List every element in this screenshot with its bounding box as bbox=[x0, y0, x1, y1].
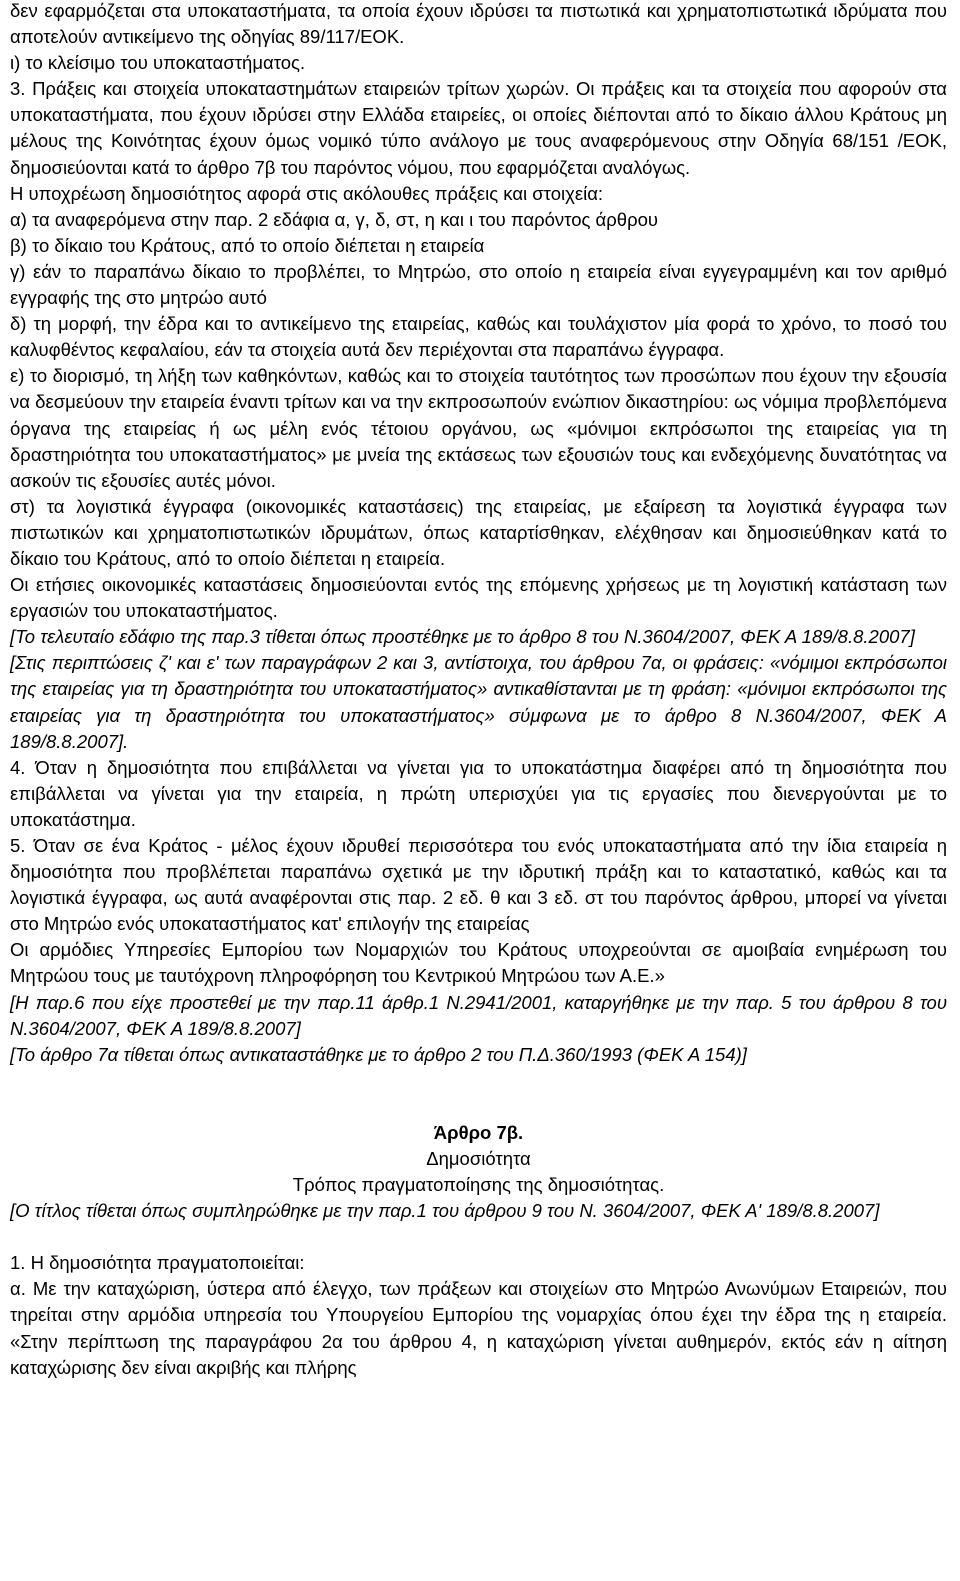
paragraph: στ) τα λογιστικά έγγραφα (οικονομικές καταστάσεις) της εταιρείας, με εξαίρεση τα λογιστικά έγγραφα των πιστωτικών και χρηματοπιστωτικών ιδρυμάτων, όπως καταρτίσθηκαν, ελέχθησαν και δημοσιεύθηκαν κατά το δίκαιο του Κράτους, από το οποίο διέπεται η εταιρεία. bbox=[10, 495, 947, 569]
paragraph: α) τα αναφερόμενα στην παρ. 2 εδάφια α, γ, δ, στ, η και ι του παρόντος άρθρου bbox=[10, 208, 658, 230]
paragraph: Οι αρμόδιες Υπηρεσίες Εμπορίου των Νομαρχιών του Κράτους υποχρεούνται σε αμοιβαία ενημέρωση του Μητρώου τους με ταυτόχρονη πληροφόρηση του Κεντρικού Μητρώου των Α.Ε.» bbox=[10, 939, 947, 987]
paragraph: Η υποχρέωση δημοσιότητος αφορά στις ακόλουθες πράξεις και στοιχεία: bbox=[10, 182, 604, 204]
paragraph: β) το δίκαιο του Κράτους, από το οποίο διέπεται η εταιρεία bbox=[10, 234, 485, 256]
paragraph: 1. Η δημοσιότητα πραγματοποιείται: bbox=[10, 1252, 305, 1274]
paragraph: Οι ετήσιες οικονομικές καταστάσεις δημοσιεύονται εντός της επόμενης χρήσεως με τη λογιστική κατάσταση των εργασιών του υποκαταστήματος. bbox=[10, 574, 947, 622]
amendment-note: [Το άρθρο 7α τίθεται όπως αντικαταστάθηκε με το άρθρο 2 του Π.Δ.360/1993 (ΦΕΚ Α 154)] bbox=[10, 1043, 747, 1065]
spacer bbox=[10, 1068, 947, 1120]
article-title: Άρθρο 7β. bbox=[433, 1121, 524, 1143]
amendment-note: [Η παρ.6 που είχε προστεθεί με την παρ.11 άρθρ.1 Ν.2941/2001, καταργήθηκε με την παρ. 5 του άρθρου 8 του Ν.3604/2007, ΦΕΚ Α 189/8.8.2007] bbox=[10, 991, 947, 1039]
paragraph: 5. Όταν σε ένα Κράτος - μέλος έχουν ιδρυθεί περισσότερα του ενός υποκαταστήματα από την ίδια εταιρεία η δημοσιότητα που προβλέπεται παραπάνω σχετικά με την ιδρυτική πράξη και το καταστατικό, καθώς και τα λογιστικά έγγραφα, ως αυτά αναφέρονται στις παρ. 2 εδ. θ και 3 εδ. στ του παρόντος άρθρου, μπορεί να γίνεται στο Μητρώο ενός υποκαταστήματος κατ' επιλογήν της εταιρείας bbox=[10, 835, 947, 935]
paragraph: α. Με την καταχώριση, ύστερα από έλεγχο, των πράξεων και στοιχείων στο Μητρώο Ανωνύμων Εταιρειών, που τηρείται στην αρμόδια υπηρεσία του Υπουργείου Εμπορίου της νομαρχίας όπου έχει την έδρα της η εταιρεία. «Στην περίπτωση της παραγράφου 2α του άρθρου 4, η καταχώριση γίνεται αυθημερόν, εκτός εάν η αίτηση καταχώρισης δεν είναι ακριβής και πλήρης bbox=[10, 1278, 947, 1378]
paragraph: 3. Πράξεις και στοιχεία υποκαταστημάτων εταιρειών τρίτων χωρών. Οι πράξεις και τα στοιχεία που αφορούν στα υποκαταστήματα, που έχουν ιδρύσει στην Ελλάδα εταιρείες, οι οποίες διέπονται από το δίκαιο άλλου Κράτους μη μέλους της Κοινότητας έχουν όμως νομικό τύπο ανάλογο με τους αναφερόμενους στην Οδηγία 68/151 /ΕΟΚ, δημοσιεύονται κατά το άρθρο 7β του παρόντος νόμου, που εφαρμόζεται αναλόγως. bbox=[10, 78, 947, 178]
paragraph: ι) το κλείσιμο του υποκαταστήματος. bbox=[10, 52, 306, 74]
paragraph: δεν εφαρμόζεται στα υποκαταστήματα, τα οποία έχουν ιδρύσει τα πιστωτικά και χρηματοπιστωτικά ιδρύματα που αποτελούν αντικείμενο της οδηγίας 89/117/ΕΟΚ. bbox=[10, 0, 947, 48]
document-page bbox=[10, 0, 947, 1381]
article-subtitle: Τρόπος πραγματοποίησης της δημοσιότητας. bbox=[292, 1174, 665, 1196]
paragraph: δ) τη μορφή, την έδρα και το αντικείμενο της εταιρείας, καθώς και τουλάχιστον μία φορά το χρόνο, το ποσό του καλυφθέντος κεφαλαίου, εάν τα στοιχεία αυτά δεν περιέχονται στα παραπάνω έγγραφα. bbox=[10, 313, 947, 361]
article-subtitle: Δημοσιότητα bbox=[426, 1147, 531, 1169]
amendment-note: [Ο τίτλος τίθεται όπως συμπληρώθηκε με την παρ.1 του άρθρου 9 του Ν. 3604/2007, ΦΕΚ Α' 189/8.8.2007] bbox=[10, 1200, 880, 1222]
paragraph: γ) εάν το παραπάνω δίκαιο το προβλέπει, το Μητρώο, στο οποίο η εταιρεία είναι εγγεγραμμένη και τον αριθμό εγγραφής της στο μητρώο αυτό bbox=[10, 260, 947, 309]
amendment-note: [Το τελευταίο εδάφιο της παρ.3 τίθεται όπως προστέθηκε με το άρθρο 8 του Ν.3604/2007, ΦΕΚ Α 189/8.8.2007] bbox=[10, 626, 915, 648]
spacer bbox=[10, 1224, 947, 1250]
amendment-note: [Στις περιπτώσεις ζ' και ε' των παραγράφων 2 και 3, αντίστοιχα, του άρθρου 7α, οι φράσεις: «νόμιμοι εκπρόσωποι της εταιρείας για τη δραστηριότητα του υποκαταστήματος» αντικαθίστανται με τη φράση: «μόνιμοι εκπρόσωποι της εταιρείας για τη δραστηριότητα του υποκαταστήματος» σύμφωνα με το άρθρο 8 Ν.3604/2007, ΦΕΚ Α 189/8.8.2007]. bbox=[10, 652, 947, 752]
paragraph: 4. Όταν η δημοσιότητα που επιβάλλεται να γίνεται για το υποκατάστημα διαφέρει από τη δημοσιότητα που επιβάλλεται να γίνεται για την εταιρεία, η πρώτη υπερισχύει για τις εργασίες που διενεργούνται με το υποκατάστημα. bbox=[10, 756, 947, 830]
paragraph: ε) το διορισμό, τη λήξη των καθηκόντων, καθώς και το στοιχεία ταυτότητος των προσώπων που έχουν την εξουσία να δεσμεύουν την εταιρεία έναντι τρίτων και να την εκπροσωπούν ενώπιον δικαστηρίου: ως νόμιμα προβλεπόμενα όργανα της εταιρείας ή ως μέλη ενός τέτοιου οργάνου, ως «μόνιμοι εκπρόσωποι της εταιρείας για τη δραστηριότητα του υποκαταστήματος» με μνεία της εκτάσεως των εξουσιών τους και ενδεχόμενης δυνατότητας να ασκούν τις εξουσίες αυτές μόνοι. bbox=[10, 365, 947, 491]
